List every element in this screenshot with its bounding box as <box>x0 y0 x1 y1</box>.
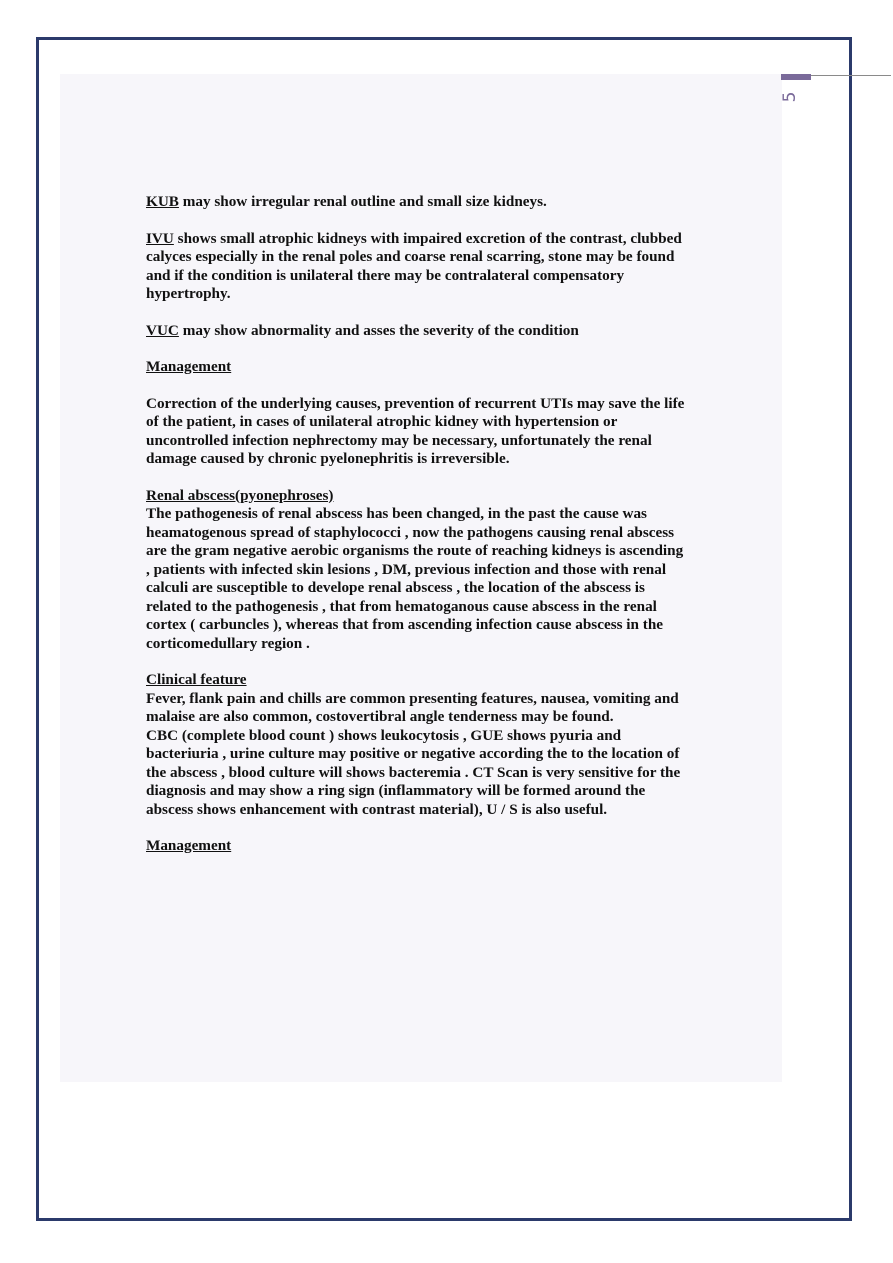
ivu-term: IVU <box>146 229 174 247</box>
management-paragraph: Correction of the underlying causes, prevention of recurrent UTIs may save the life of the patient, in cases of unilateral atrophic kidney with hypertension or uncontrolled infection nephrectomy may be necessary, unfortunately the renal damage caused by chronic pyelonephritis is irreversible. <box>146 394 685 467</box>
page-number-bar <box>781 74 811 80</box>
spacer <box>146 377 686 395</box>
vuc-term: VUC <box>146 321 179 339</box>
clinical-feature-heading: Clinical feature <box>146 671 247 688</box>
vuc-text: may show abnormality and asses the severity of the condition <box>178 321 579 339</box>
renal-abscess-heading: Renal abscess(pyonephroses) <box>146 486 334 504</box>
management-heading: Management <box>146 358 232 375</box>
kub-paragraph <box>146 193 686 212</box>
ivu-text: shows small atrophic kidneys with impaired excretion of the contrast, clubbed calyces especially in the renal poles and coarse renal scarring, stone may be found and if the condition is unilateral there may be contralateral compensatory hypertrophy. <box>146 229 682 302</box>
kub-text: may show irregular renal outline and small size kidneys. <box>178 193 547 210</box>
investigations-paragraph: CBC (complete blood count ) shows leukocytosis , GUE shows pyuria and bacteriuria , urine culture may positive or negative according the to the location of the abscess , blood culture will shows bacteremia . CT Scan is very sensitive for the diagnosis and may show a ring sign (inflammatory will be formed around the abscess shows enhancement with contrast material), U / S is also useful. <box>146 726 681 818</box>
clinical-feature-paragraph: Fever, flank pain and chills are common presenting features, nausea, vomiting and malaise are also common, costovertibral angle tenderness may be found. <box>146 689 679 725</box>
page-number-rule <box>811 75 891 76</box>
kub-term: KUB <box>146 193 179 210</box>
management-heading-2: Management <box>146 837 232 854</box>
vuc-paragraph <box>146 322 686 341</box>
ivu-paragraph <box>146 230 686 304</box>
document-body <box>146 193 686 856</box>
renal-abscess-paragraph: The pathogenesis of renal abscess has been changed, in the past the cause was heamatogenous spread of staphylococci , now the pathogens causing renal abscess are the gram negative aerobic organisms the route of reaching kidneys is ascending , patients with infected skin lesions , DM, previous infection and those with renal calculi are susceptible to develope renal abscess , the location of the abscess is related to the pathogenesis , that from hematoganous cause abscess in the renal cortex ( carbuncles ), whereas that from ascending infection cause abscess in the corticomedullary region . <box>146 505 684 652</box>
page-number: 5 <box>780 91 800 103</box>
